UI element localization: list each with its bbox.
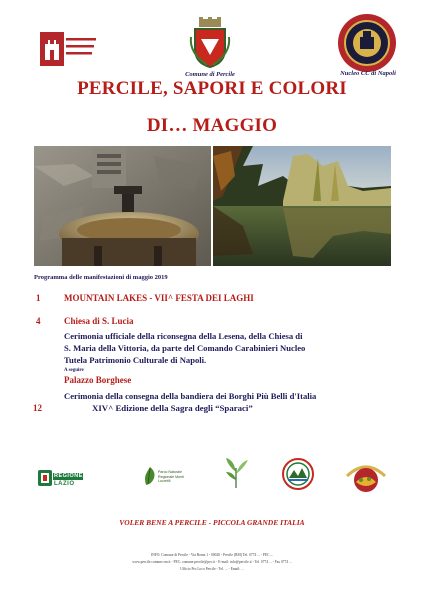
festa-badge-icon [344, 456, 388, 494]
footer-info-line-3: Ufficio Pro Loco Percile - Tel. ... - Email: ... [180, 567, 244, 571]
borghi-logo [40, 30, 100, 68]
title-line-2: DI… MAGGIO [146, 115, 278, 136]
carabinieri-seal-icon [337, 13, 397, 73]
festa-badge-logo [344, 456, 388, 494]
ring-event-logo [280, 456, 316, 492]
event-4-desc-line-3: Tutela Patrimonio Culturale di Napoli. [64, 355, 207, 365]
event-4-desc-2: Cerimonia della consegna della bandiera dei Borghi Più Belli d'Italia [64, 391, 317, 401]
event-4-day: 4 [36, 316, 41, 326]
lazio-label: LAZIO [54, 481, 75, 487]
event-1-title: MOUNTAIN LAKES - VII^ FESTA DEI LAGHI [64, 293, 254, 303]
footer-info-line-2: www.percile.comune.rm.it - PEC: comune.percile@pec.it - E-mail: info@percile.it - Tel. 0774 ... - Fax 0774 ... [132, 560, 292, 564]
footer-motto: VOLER BENE A PERCILE - PICCOLA GRANDE ITALIA [119, 518, 305, 527]
carabinieri-caption: Nucleo CC di Napoli [340, 70, 396, 77]
event-1-day: 1 [36, 293, 41, 303]
lucretili-park-logo [142, 466, 192, 490]
fountain-photo [34, 146, 211, 266]
event-4-place-2: Palazzo Borghese [64, 375, 132, 385]
lucretili-label: Parco Naturale Regionale Monti Lucretili [158, 470, 184, 483]
event-12-day: 12 [33, 403, 42, 413]
ring-logo-icon [280, 456, 316, 492]
event-12-title: XIV^ Edizione della Sagra degli “Sparaci” [92, 403, 253, 413]
event-4-desc-line-2: S. Maria della Vittoria, da parte del Comando Carabinieri Nucleo [64, 343, 306, 353]
footer-info-line-1: INFO: Comune di Percile - Via Roma 1 - 00020 - Percile (RM) Tel. 0774 ... - PEC ... [150, 553, 274, 557]
lake-image [213, 146, 391, 266]
lake-photo [213, 146, 391, 266]
fountain-image [34, 146, 211, 266]
plant-icon [220, 454, 252, 490]
crest-icon [187, 17, 233, 69]
regione-label: REGIONE [54, 473, 83, 479]
regione-lazio-logo [38, 468, 88, 490]
comune-caption: Comune di Percile [185, 71, 235, 78]
title-line-1: PERCILE, SAPORI E COLORI [77, 78, 347, 99]
event-4-desc-line-1: Cerimonia ufficiale della riconsegna della Lesena, della Chiesa di [64, 331, 303, 341]
lucretili-leaf-icon [142, 466, 158, 486]
carabinieri-seal [337, 13, 397, 73]
green-plant-logo [220, 454, 252, 490]
programme-label: Programma delle manifestazioni di maggio 2019 [34, 274, 168, 281]
a-seguire-label: A seguire [64, 368, 84, 373]
comune-crest [187, 17, 233, 69]
borghi-icon [40, 30, 100, 68]
event-4-place-1: Chiesa di S. Lucia [64, 316, 134, 326]
